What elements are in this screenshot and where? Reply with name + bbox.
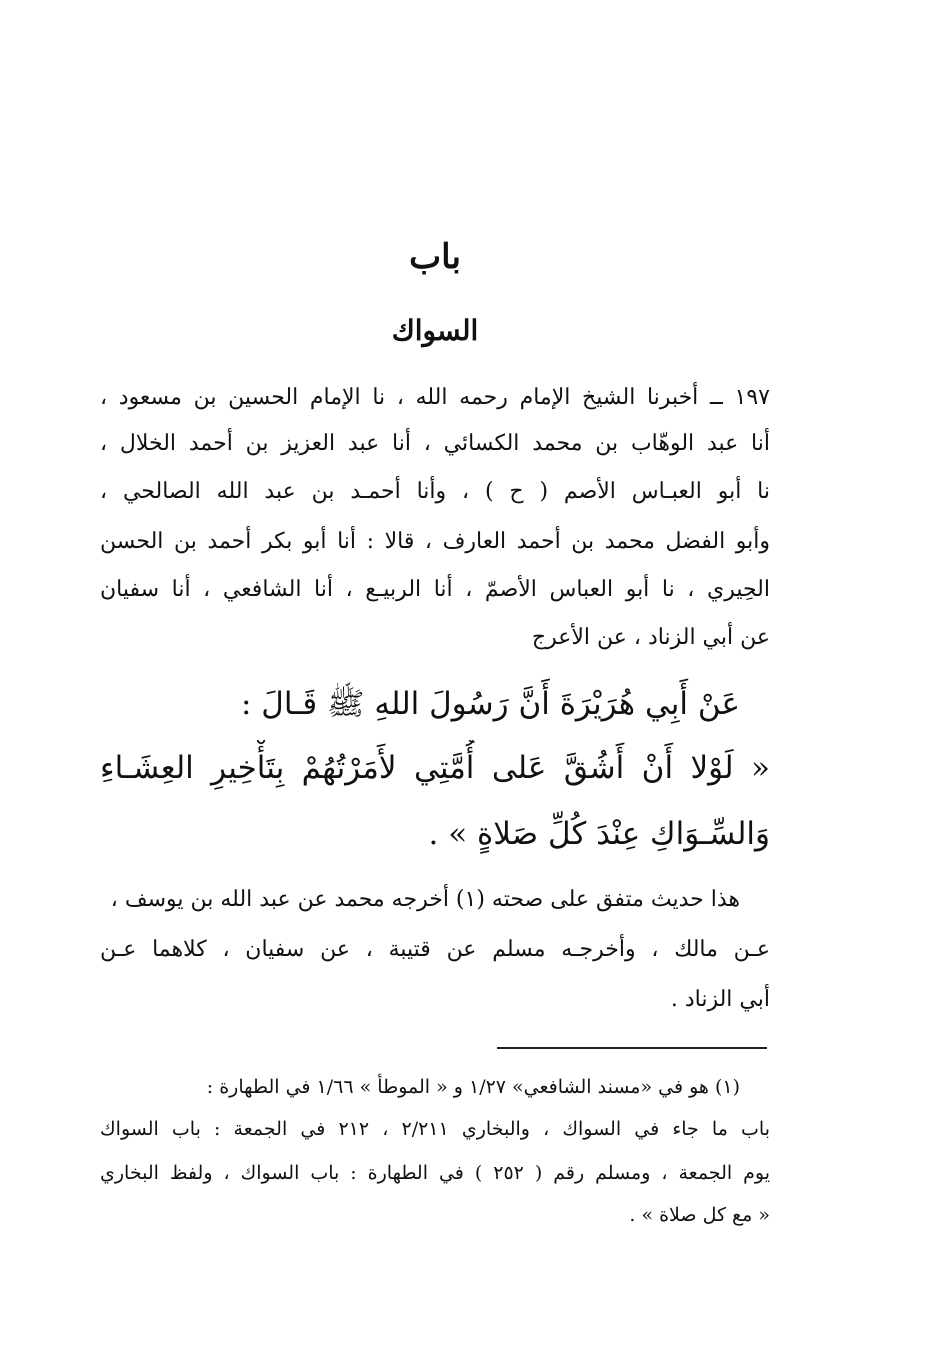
isnad-line: الحِيري ، نا أبو العباس الأصمّ ، أنا الربيـع ، أنا الشافعي ، أنا سفيان (100, 577, 770, 602)
commentary-line: عـن مالك ، وأخرجـه مسلم عن قتيبة ، عن سفيان ، كلاهما عـن (100, 937, 770, 962)
isnad-line: أنا عبد الوهّاب بن محمد الكسائي ، أنا عبد العزيز بن أحمد الخلال ، (100, 431, 770, 456)
isnad-line: نا أبو العبـاس الأصم ( ح ) ، وأنا أحمـد بن عبد الله الصالحي ، (100, 479, 770, 504)
hadith-line: عَنْ أَبِي هُرَيْرَةَ أَنَّ رَسُولَ اللهِ ﷺ قَـالَ : (241, 686, 740, 722)
hadith-line: « لَوْلا أَنْ أَشُقَّ عَلى أُمَّتِي لأَمَرْتُهُمْ بِتَأْخِيرِ العِشَـاءِ (100, 750, 770, 786)
footnote-line: باب ما جاء في السواك ، والبخاري ٢/٢١١ ، ٢١٢ في الجمعة : باب السواك (100, 1118, 770, 1140)
hadith-line: وَالسِّـوَاكِ عِنْدَ كُلِّ صَلاةٍ » . (428, 816, 770, 852)
commentary-line: هذا حديث متفق على صحته (١) أخرجه محمد عن عبد الله بن يوسف ، (110, 887, 740, 912)
footnote-line: يوم الجمعة ، ومسلم رقم ( ٢٥٢ ) في الطهارة : باب السواك ، ولفظ البخاري (100, 1162, 770, 1184)
isnad-line: عن أبي الزناد ، عن الأعرج (531, 625, 770, 650)
isnad-line: وأبو الفضل محمد بن أحمد العارف ، قالا : أنا أبو بكر أحمد بن الحسن (100, 529, 770, 554)
footnote-line: « مع كل صلاة » . (629, 1204, 770, 1226)
isnad-line: ١٩٧ ــ أخبرنا الشيخ الإمام رحمه الله ، نا الإمام الحسين بن مسعود ، (100, 385, 770, 410)
chapter-subtitle: السواك (391, 314, 479, 347)
chapter-title: باب (409, 237, 461, 277)
footnote-separator (497, 1047, 767, 1049)
footnote-line: (١) هو في «مسند الشافعي» ١/٢٧ و « الموطأ » ١/٦٦ في الطهارة : (206, 1076, 740, 1098)
commentary-line: أبي الزناد . (670, 987, 770, 1012)
